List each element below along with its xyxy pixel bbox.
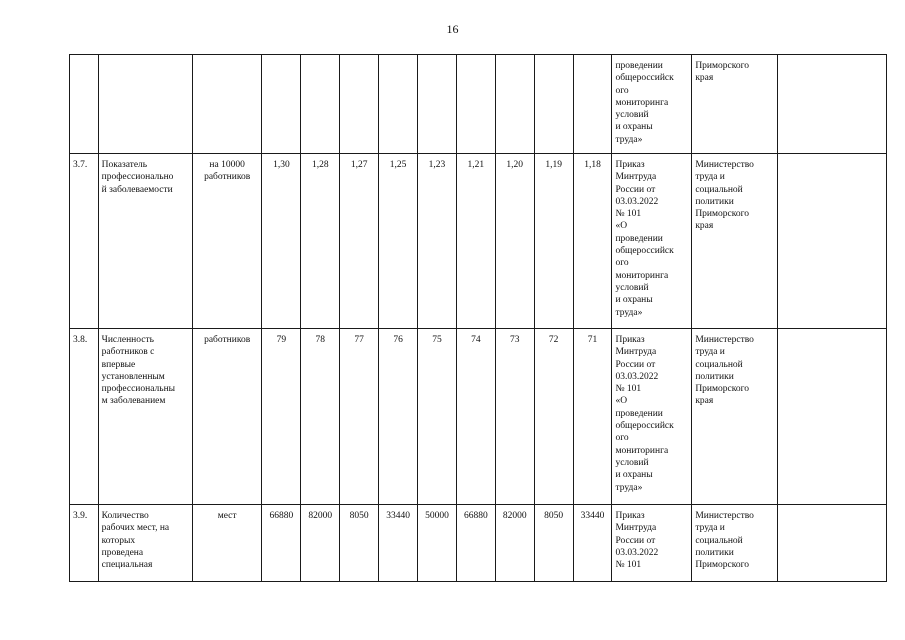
- cell-note: [778, 55, 887, 154]
- table-row: [70, 505, 887, 582]
- cell-value: 1,20: [495, 154, 534, 329]
- cell-value: [495, 55, 534, 154]
- cell-value: 75: [418, 329, 457, 505]
- cell-value: [301, 55, 340, 154]
- page-number: 16: [446, 22, 459, 36]
- cell-value: 33440: [379, 505, 418, 582]
- cell-value: 82000: [495, 505, 534, 582]
- cell-doc-ref: проведении общероссийск ого мониторинга условий и охраны труда»: [612, 55, 692, 154]
- cell-no: 3.9.: [70, 505, 99, 582]
- cell-value: 72: [534, 329, 573, 505]
- cell-note: [778, 329, 887, 505]
- cell-doc-ref: Приказ Минтруда России от 03.03.2022 № 101: [612, 505, 692, 582]
- cell-value: 74: [456, 329, 495, 505]
- cell-note: [778, 505, 887, 582]
- cell-value: [573, 55, 612, 154]
- cell-unit: работников: [192, 329, 262, 505]
- cell-no: 3.8.: [70, 329, 99, 505]
- table-row: [70, 329, 887, 505]
- indicator-table: [69, 54, 887, 582]
- cell-value: 1,23: [418, 154, 457, 329]
- table-row: [70, 154, 887, 329]
- cell-value: 66880: [262, 505, 301, 582]
- cell-name: Численность работников с впервые установленным профессиональны м заболеванием: [98, 329, 192, 505]
- cell-value: 1,21: [456, 154, 495, 329]
- cell-value: 71: [573, 329, 612, 505]
- table-row: [70, 55, 887, 154]
- cell-value: 79: [262, 329, 301, 505]
- cell-value: 77: [340, 329, 379, 505]
- cell-value: 1,30: [262, 154, 301, 329]
- cell-name: Количество рабочих мест, на которых проведена специальная: [98, 505, 192, 582]
- cell-value: 82000: [301, 505, 340, 582]
- cell-unit: мест: [192, 505, 262, 582]
- cell-responsible: Министерство труда и социальной политики Приморского края: [692, 154, 778, 329]
- cell-doc-ref: Приказ Минтруда России от 03.03.2022 № 101 «О проведении общероссийск ого мониторинга условий и охраны труда»: [612, 154, 692, 329]
- cell-value: [456, 55, 495, 154]
- cell-responsible: Министерство труда и социальной политики Приморского края: [692, 329, 778, 505]
- cell-responsible: Приморского края: [692, 55, 778, 154]
- cell-no: [70, 55, 99, 154]
- cell-value: 73: [495, 329, 534, 505]
- cell-value: 1,19: [534, 154, 573, 329]
- cell-value: 78: [301, 329, 340, 505]
- cell-value: 1,27: [340, 154, 379, 329]
- cell-value: [534, 55, 573, 154]
- cell-no: 3.7.: [70, 154, 99, 329]
- cell-value: [262, 55, 301, 154]
- cell-doc-ref: Приказ Минтруда России от 03.03.2022 № 101 «О проведении общероссийск ого мониторинга условий и охраны труда»: [612, 329, 692, 505]
- cell-value: 1,18: [573, 154, 612, 329]
- cell-value: 66880: [456, 505, 495, 582]
- cell-responsible: Министерство труда и социальной политики Приморского: [692, 505, 778, 582]
- cell-value: 76: [379, 329, 418, 505]
- cell-value: 33440: [573, 505, 612, 582]
- cell-name: Показатель профессионально й заболеваемости: [98, 154, 192, 329]
- cell-unit: на 10000 работников: [192, 154, 262, 329]
- cell-unit: [192, 55, 262, 154]
- cell-value: 1,28: [301, 154, 340, 329]
- cell-note: [778, 154, 887, 329]
- cell-value: 8050: [534, 505, 573, 582]
- cell-value: [379, 55, 418, 154]
- cell-name: [98, 55, 192, 154]
- cell-value: [418, 55, 457, 154]
- cell-value: 1,25: [379, 154, 418, 329]
- cell-value: 8050: [340, 505, 379, 582]
- cell-value: 50000: [418, 505, 457, 582]
- cell-value: [340, 55, 379, 154]
